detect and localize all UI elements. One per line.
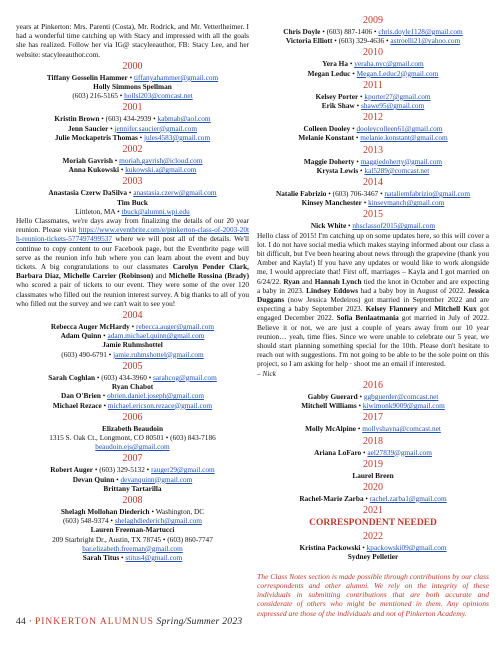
email-link[interactable]: moriah.gavrish@icloud.com — [119, 156, 203, 166]
phone: (603) 216-5165 — [72, 91, 118, 101]
contact-krysta: Krysta Lewis • kal5289@comcast.net — [316, 165, 430, 175]
contact-michael: Michael Rezace • michael.ericson.rezace@gmail.com — [52, 400, 213, 410]
year-heading-2015: 2015 — [363, 209, 383, 221]
year-heading-2016: 2016 — [363, 379, 383, 391]
name: Nick White — [310, 221, 347, 231]
email-link[interactable]: nhsclassof2015@gmail.com — [352, 221, 436, 231]
signature: – Nick — [257, 368, 276, 378]
text: Hello Classmates, we're days away from finalizing the details of our 20 year reunion. Please visit — [16, 216, 249, 235]
email-link[interactable]: adam.michael.quinn@gmail.com — [107, 331, 205, 341]
name: Anna Kukowski — [68, 165, 120, 175]
page-footer — [16, 617, 242, 627]
contact-rachel: Rachel-Marie Zarba • rachel.zarba1@gmail.com — [299, 493, 447, 503]
email-link[interactable]: rauger29@gmail.com — [151, 465, 215, 475]
name: Adam Quinn — [60, 331, 102, 341]
email-link[interactable]: bar.elizabeth.freeman@gmail.com — [82, 543, 183, 553]
contact-yera: Yera Ha • yeraha.nyc@gmail.com — [322, 59, 424, 69]
year-heading-2006: 2006 — [122, 411, 143, 423]
email-link[interactable]: jules4583@gmail.com — [144, 132, 211, 142]
email-link[interactable]: melanie.konstant@gmail.com — [360, 133, 448, 143]
contact-elizabeth-name: Elizabeth Beaudoin — [101, 423, 164, 433]
contact-lauren-name: Lauren Freeman-Martucci — [90, 525, 175, 535]
year-heading-2009: 2009 — [363, 15, 383, 26]
email-link[interactable]: obrien.daniel.joseph@gmail.com — [107, 391, 205, 401]
contact-shelagh-2: (603) 548-9374 • shelaghdiederich@gmail.com — [63, 516, 202, 526]
names: Hannah Lynch — [314, 276, 362, 286]
email-link[interactable]: nataliemfabrizio@gmail.com — [384, 189, 471, 199]
text: and — [301, 276, 313, 286]
phone: (603) 887-1406 — [326, 27, 373, 36]
contact-kristina: Kristina Packowski • kpackowski09@gmail.com — [299, 543, 447, 553]
contact-laurel: Laurel Breen — [352, 470, 394, 480]
contact-natalie: Natalie Fabrizio • (603) 706-3467 • nataliemfabrizio@gmail.com — [275, 189, 471, 199]
email-link[interactable]: kukowski.a@gmail.com — [125, 165, 197, 175]
contact-elizabeth: 1315 S. Oak Ct., Longmont, CO 80501 • (603) 843-7186 — [49, 432, 216, 442]
name: Julie Mockapetris Thomas — [54, 132, 138, 142]
email-link[interactable]: jennifer.saucier@gmail.com — [114, 123, 198, 133]
contact-tim: Littleton, MA • tbuck@alumni.wpi.edu — [75, 206, 190, 216]
contact-tiffany: Tiffany Gosselin Hammer • tiffanyahammer@gmail.com — [46, 72, 219, 82]
contact-jamie-name: Jamie Ruhmshottel — [102, 340, 163, 350]
name: Colleen Dooley — [303, 124, 351, 134]
name: Rachel-Marie Zarba — [299, 493, 364, 503]
email-link[interactable]: yeraha.nyc@gmail.com — [354, 59, 424, 69]
email-link[interactable]: stitus4@gmail.com — [125, 552, 183, 562]
contact-lauren: 209 Starbright Dr., Austin, TX 78745 • (603) 860-7747 — [52, 534, 213, 544]
email-link[interactable]: rebecca.auger@gmail.com — [136, 322, 215, 332]
phone: (603) 706-3467 — [332, 189, 379, 199]
contact-holly: (603) 216-5165 • hollsl203@comcast.net — [72, 91, 193, 101]
year-heading-2010: 2010 — [363, 47, 383, 59]
name: Shelagh Mollohan Diederich — [60, 506, 150, 516]
class-2015-note — [257, 231, 489, 378]
text: and — [155, 271, 167, 281]
contact-julie: Julie Mockapetris Thomas • jules4583@gmail.com — [54, 132, 211, 142]
email-link[interactable]: michael.ericson.rezace@gmail.com — [107, 400, 213, 410]
email-link[interactable]: kabmab@aol.com — [157, 114, 211, 124]
name: Krysta Lewis — [316, 165, 359, 175]
reunion-link[interactable]: https://www.eventbrite.com/e/pinkerton-class-of-2003-20th-reunion-tickets-577497499537 — [16, 225, 249, 244]
text: had a baby boy in August of 2022. — [360, 285, 466, 295]
name: Kinsey Manchester — [301, 198, 362, 208]
email-link[interactable]: shelaghdiederich@gmail.com — [114, 516, 202, 526]
phone: (603) 490-6791 — [61, 349, 107, 359]
names: Mitchell Kux — [434, 304, 477, 314]
email-link[interactable]: kinseymanch@gmail.com — [368, 198, 445, 208]
text: who scored a pair of tickets to our event. They were some of the over 120 classmates who filled out the reunion interest survey. A big thanks to all of you who filled out the survey and we can't wait to see you! — [16, 280, 249, 308]
year-heading-2007: 2007 — [122, 453, 143, 465]
name: Mitchell Williams — [301, 401, 357, 411]
contact-kelsey: Kelsey Porter • kporter27@gmail.com — [315, 91, 431, 101]
year-heading-2012: 2012 — [363, 112, 383, 124]
email-link[interactable]: chris.doyle1128@gmail.com — [378, 27, 463, 36]
text: got married in July of 2022. Believe it or not, we are just a couple of years away from our 10 year reunion… yeah, time flies. Since we were unable to celebrate our 5 year, we should start planning something special for the 10th. Please don't hesitate to reach out with suggestions. I'm not going to be able to be the sole point on this project, so I am asking for help · shoot me an email if interested. — [257, 313, 490, 369]
name: Anastasia Czerw DaSilva — [48, 188, 128, 198]
year-heading-2008: 2008 — [122, 494, 143, 506]
contact-anastasia: Anastasia Czerw DaSilva • anastasia.czerw@gmail.com — [48, 188, 217, 198]
phone: (603) 329-4636 — [338, 36, 385, 46]
location: Washington, DC — [155, 506, 205, 516]
name: Erik Shaw — [321, 101, 355, 111]
contact-gabby: Gabby Guerard • ggbguerder@comcast.net — [307, 391, 439, 401]
year-heading-2020: 2020 — [363, 481, 383, 493]
names: Jessica Duggans — [257, 285, 490, 305]
email-link[interactable]: hollsl203@comcast.net — [124, 91, 193, 101]
name: Michael Rezace — [52, 400, 102, 410]
email-link[interactable]: tbuck@alumni.wpi.edu — [121, 206, 190, 216]
contact-kristin: Kristin Brown • (603) 434-2939 • kabmab@aol.com — [54, 114, 211, 124]
year-heading-2005: 2005 — [122, 360, 143, 372]
address: 209 Starbright Dr., Austin, TX 78745 — [52, 534, 162, 544]
name: Molly McAlpine — [305, 424, 356, 434]
contact-moriah: Moriah Gavrish • moriah.gavrish@icloud.com — [62, 156, 203, 166]
names: Sofia Benlaatmania — [336, 313, 399, 323]
email-link[interactable]: kiwimonk9009@gmail.com — [362, 401, 445, 411]
year-heading-2002: 2002 — [122, 144, 143, 156]
name: Tiffany Gosselin Hammer — [46, 72, 128, 82]
text: tied the knot in October and are expecting a baby in 2023. — [257, 276, 490, 295]
email-link[interactable]: anastasia.czerw@gmail.com — [133, 188, 217, 198]
text: where we will post all of the details. We'll continue to copy content to our Facebook page, but the Eventbrite page will serve as the reunion info hub where you can learn about the event and buy tickets. A big congratulations to our classmates — [16, 234, 249, 272]
year-heading-2000: 2000 — [122, 60, 143, 72]
email-link[interactable]: jamie.ruhmshottel@gmail.com — [113, 349, 204, 359]
contact-megan: Megan Leduc • Megan.Leduc2@gmail.com — [307, 68, 439, 78]
contact-tim-name: Tim Buck — [117, 197, 148, 207]
year-heading-2021: 2021 — [363, 505, 383, 517]
contact-sarah-titus: Sarah Titus • stitus4@gmail.com — [82, 552, 183, 562]
year-heading-2022: 2022 — [363, 531, 383, 543]
name: Maggie Doherty — [303, 156, 355, 166]
name: Dan O'Brien — [60, 391, 101, 401]
email-link[interactable]: maggiedoherty@gmail.com — [360, 156, 443, 166]
year-heading-2004: 2004 — [122, 310, 143, 322]
year-heading-2011: 2011 — [363, 79, 383, 91]
name: Chris Doyle — [283, 27, 321, 36]
name: Natalie Fabrizio — [275, 189, 327, 199]
contact-rebecca: Rebecca Auger McHardy • rebecca.auger@gmail.com — [50, 322, 215, 332]
phone: (603) 434-2939 — [105, 114, 152, 124]
email-link[interactable]: tiffanyahammer@gmail.com — [133, 72, 219, 82]
left-column — [16, 22, 249, 562]
year-heading-2003: 2003 — [122, 176, 143, 188]
contact-sydney: Sydney Pelletier — [347, 552, 399, 562]
contact-molly: Molly McAlpine • mollyshayna@comcast.net — [305, 424, 441, 434]
year-heading-2001: 2001 — [122, 102, 143, 114]
contact-robert: Robert Auger • (603) 329-5132 • rauger29@gmail.com — [50, 465, 215, 475]
phone: (603) 860-7747 — [167, 534, 213, 544]
intro-paragraph: years at Pinkerton: Mrs. Parenti (Costa), Mr. Rodrick, and Mr. Vetterlheimer. I had a wonderful time catching up with Stacy and impressed with all the goals she has realized. Follow her via IG@ stacyleeauthor, FB: Stacy Lee, and her website: stacyleeauthor.com. — [16, 22, 249, 59]
email-link[interactable]: sarahcog@gmail.com — [153, 372, 217, 382]
year-heading-2014: 2014 — [363, 177, 383, 189]
names: Lindsey Eddows — [306, 285, 359, 295]
phone: (603) 434-3960 — [101, 372, 147, 382]
contact-ryan: Ryan Chabot — [111, 382, 154, 392]
name: Rebecca Auger McHardy — [50, 322, 130, 332]
email-link[interactable]: dooleycolleen61@gmail.com — [356, 124, 443, 134]
email-link[interactable]: shawe95@gmail.com — [361, 101, 425, 111]
names: Carolyn Pender Clark, Barbara Diaz, Michelle Carrier (Robinson) — [16, 262, 250, 281]
contact-adam: Adam Quinn • adam.michael.quinn@gmail.com — [60, 331, 205, 341]
name: Megan Leduc — [307, 68, 351, 78]
correspondent-needed: CORRESPONDENT NEEDED — [309, 518, 437, 529]
name: Melanie Konstant — [298, 133, 355, 143]
contact-anna: Anna Kukowski • kukowski.a@gmail.com — [68, 165, 197, 175]
contact-brittany: Brittany Tartarilla — [103, 483, 162, 493]
email-link[interactable]: devanquinn@gmail.com — [120, 474, 193, 484]
phone: (603) 843-7186 — [170, 432, 216, 442]
contact-melanie: Melanie Konstant • melanie.konstant@gmail.com — [298, 133, 448, 143]
contact-chris: Chris Doyle • (603) 887-1406 • chris.doyle1128@gmail.com — [283, 27, 463, 36]
name: Gabby Guerard — [307, 391, 358, 401]
name: Ariana LoFaro — [314, 447, 362, 457]
contact-holly-name: Holly Simmons Spellman — [93, 82, 172, 92]
year-heading-2017: 2017 — [363, 412, 383, 424]
name: Devan Quinn — [72, 474, 115, 484]
name: Victoria Elliott — [285, 36, 333, 46]
text: (now Jessica Medeiros) got married in September 2022 and are expecting a baby September 2023. — [257, 295, 489, 314]
phone: (603) 548-9374 — [63, 516, 109, 526]
contact-victoria: Victoria Elliott • (603) 329-4636 • astroelli21@yahoo.com — [285, 36, 461, 46]
name: Robert Auger — [50, 465, 94, 475]
contact-jamie: (603) 490-6791 • jamie.ruhmshottel@gmail.com — [61, 349, 204, 359]
contact-maggie: Maggie Doherty • maggiedoherty@gmail.com — [303, 156, 443, 166]
contact-sarah: Sarah Coghlan • (603) 434-3960 • sarahcog@gmail.com — [48, 372, 217, 382]
email-link[interactable]: ael27839@gmail.com — [367, 447, 432, 457]
contact-colleen: Colleen Dooley • dooleycolleen61@gmail.com — [303, 124, 443, 134]
contact-jenn: Jenn Saucier • jennifer.saucier@gmail.com — [67, 123, 198, 133]
email-link[interactable]: kal5289@comcast.net — [364, 165, 430, 175]
email-link[interactable]: ggbguerder@comcast.net — [363, 391, 439, 401]
name: Yera Ha — [322, 59, 348, 69]
email-link[interactable]: mollyshayna@comcast.net — [362, 424, 441, 434]
text: got engaged December 2022. — [257, 304, 489, 323]
name: Moriah Gavrish — [62, 156, 113, 166]
email-link[interactable]: beaudoin.ejs@gmail.com — [95, 442, 170, 452]
year-heading-2019: 2019 — [363, 458, 383, 470]
page-number: 44 · — [16, 617, 33, 627]
phone: (603) 329-5132 — [99, 465, 145, 475]
magazine-brand: PINKERTON ALUMNUS — [34, 617, 154, 627]
contact-erik: Erik Shaw • shawe95@gmail.com — [321, 101, 425, 111]
name: Sarah Coghlan — [48, 372, 96, 382]
text: and — [420, 304, 432, 314]
contact-lauren-email — [16, 544, 249, 553]
name: Kristina Packowski — [299, 543, 361, 553]
year-heading-2013: 2013 — [363, 144, 383, 156]
email-link[interactable]: kporter27@gmail.com — [364, 91, 431, 101]
contact-mitchell: Mitchell Williams • kiwimonk9009@gmail.com — [301, 401, 445, 411]
contact-nick: Nick White • nhsclassof2015@gmail.com — [310, 221, 436, 231]
issue-label: Spring/Summer 2023 — [156, 617, 243, 627]
location: Littleton, MA — [75, 206, 116, 216]
email-link[interactable]: Megan.Leduc2@gmail.com — [356, 68, 439, 78]
email-link[interactable]: kpackowski09@gmail.com — [366, 543, 447, 553]
name: Jenn Saucier — [67, 123, 109, 133]
class-notes-disclaimer: The Class Notes section is made possible through contributions by our class correspondents and other alumni. We rely on the integrity of these individuals in submitting contributions that are both accurate and considerate of others who might be mentioned in them. Any opinions expressed are those of the individuals and not of Pinkerton Academy. — [257, 571, 489, 618]
right-column — [257, 15, 489, 626]
names: Ryan — [283, 276, 300, 286]
address: 1315 S. Oak Ct., Longmont, CO 80501 — [49, 432, 164, 442]
email-link[interactable]: astroelli21@yahoo.com — [390, 36, 461, 46]
contact-elizabeth-email — [16, 442, 249, 451]
names: Michelle Rossina (Brady) — [168, 271, 249, 281]
name: Sarah Titus — [82, 552, 120, 562]
contact-kinsey: Kinsey Manchester • kinseymanch@gmail.com — [301, 198, 445, 208]
email-link[interactable]: rachel.zarba1@gmail.com — [369, 493, 447, 503]
text: Hello class of 2015! I'm catching up on some updates here, so this will cover a lot. I do not have social media which makes staying informed about our class a bit difficult, but I've been hearing about news through the grapevine (thank you Amber and Kayla!) If you have any updates or would like to work alongside me, I would appreciate that! First off, marriages – Kayla and I got married on 6/24/22. — [257, 230, 489, 286]
contact-devan: Devan Quinn • devanquinn@gmail.com — [72, 474, 193, 484]
contact-shelagh: Shelagh Mollohan Diederich • Washington, DC — [60, 506, 205, 516]
names: Kelsey Flannery — [365, 304, 418, 314]
contact-ariana: Ariana LoFaro • ael27839@gmail.com — [314, 447, 432, 457]
name: Kristin Brown — [54, 114, 100, 124]
contact-dan: Dan O'Brien • obrien.daniel.joseph@gmail.com — [60, 391, 205, 401]
name: Kelsey Porter — [315, 91, 359, 101]
year-heading-2018: 2018 — [363, 435, 383, 447]
class-2003-note — [16, 216, 249, 308]
